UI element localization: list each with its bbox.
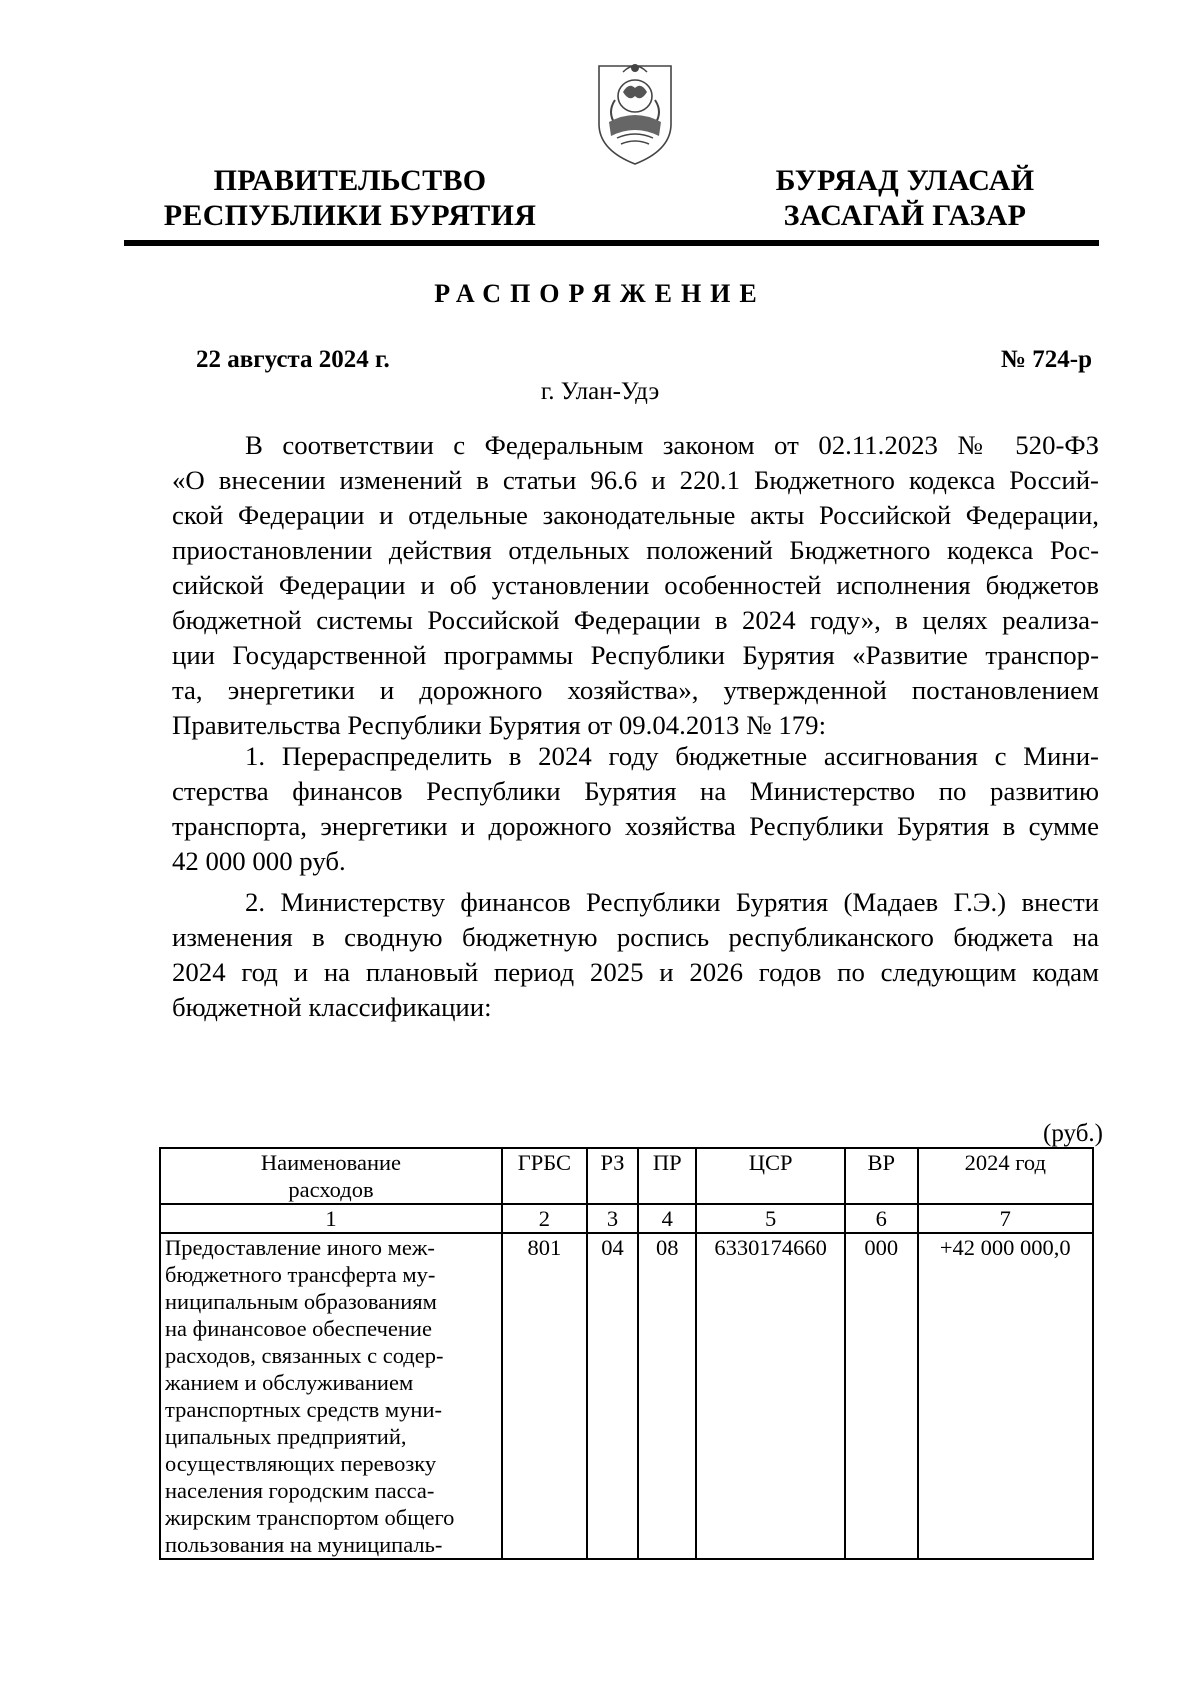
- cell-line: транспортных средств муни-: [165, 1397, 442, 1422]
- rz-cell: 04: [587, 1233, 638, 1559]
- issuer-line-1: ПРАВИТЕЛЬСТВО: [213, 164, 487, 197]
- issuer-buryat-line-1: БУРЯАД УЛАСАЙ: [775, 164, 1035, 197]
- col-header-grbs: ГРБС: [502, 1148, 587, 1204]
- amount-cell: +42 000 000,0: [918, 1233, 1093, 1559]
- issuer-name-russian: [160, 163, 540, 233]
- col-header-amount: 2024 год: [918, 1148, 1093, 1204]
- text-line: транспорта, энергетики и дорожного хозяйства Республики Бурятия в сумме: [172, 811, 1099, 841]
- cell-line: бюджетного трансферта му-: [165, 1262, 436, 1287]
- text-line: Правительства Республики Бурятия от 09.04.2013 № 179:: [172, 710, 827, 740]
- cell-line: осуществляющих перевозку: [165, 1451, 437, 1476]
- cell-line: ниципальным образованиям: [165, 1289, 437, 1314]
- col-number: 7: [918, 1204, 1093, 1233]
- issuer-buryat-line-2: ЗАСАГАЙ ГАЗАР: [783, 199, 1027, 232]
- pr-cell: 08: [638, 1233, 696, 1559]
- cell-line: ципальных предприятий,: [165, 1424, 407, 1449]
- text-line: 42 000 000 руб.: [172, 846, 346, 876]
- text-line: сийской Федерации и об установлении особенностей исполнения бюджетов: [172, 570, 1099, 600]
- item-1-paragraph: [172, 739, 1099, 879]
- cell-line: на финансовое обеспечение: [165, 1316, 432, 1341]
- cell-line: расходов, связанных с содер-: [165, 1343, 444, 1368]
- csr-cell: 6330174660: [696, 1233, 845, 1559]
- cell-line: пользования на муниципаль-: [165, 1532, 443, 1557]
- expense-name-cell: [160, 1233, 502, 1559]
- col-header-name: Наименование расходов: [160, 1148, 502, 1204]
- header-divider: [124, 240, 1099, 246]
- cell-line: Предоставление иного меж-: [165, 1235, 435, 1260]
- text-line: В соответствии с Федеральным законом от 02.11.2023 № 520-ФЗ: [245, 430, 1099, 460]
- text-line: ской Федерации и отдельные законодательные акты Российской Федерации,: [172, 500, 1099, 530]
- col-header-csr: ЦСР: [696, 1148, 845, 1204]
- table-number-row: [160, 1204, 1093, 1233]
- col-number: 5: [696, 1204, 845, 1233]
- col-number: 2: [502, 1204, 587, 1233]
- text-line: бюджетной системы Российской Федерации в 2024 году», в целях реализа-: [172, 605, 1099, 635]
- issuer-line-2: РЕСПУБЛИКИ БУРЯТИЯ: [163, 199, 537, 232]
- col-number: 4: [638, 1204, 696, 1233]
- issuer-name-buryat: [745, 163, 1065, 233]
- text-line: стерства финансов Республики Бурятия на Министерство по развитию: [172, 776, 1099, 806]
- text-line: приостановлении действия отдельных положений Бюджетного кодекса Рос-: [172, 535, 1099, 565]
- col-number: 6: [845, 1204, 918, 1233]
- text-line: 2024 год и на плановый период 2025 и 2026 годов по следующим кодам: [172, 957, 1099, 987]
- col-header-pr: ПР: [638, 1148, 696, 1204]
- document-number: № 724-р: [1000, 346, 1092, 373]
- table-header-row: [160, 1148, 1093, 1204]
- text-line: 2. Министерству финансов Республики Бурятия (Мадаев Г.Э.) внести: [245, 887, 1099, 917]
- col-header-vr: ВР: [845, 1148, 918, 1204]
- table-row: [160, 1233, 1093, 1559]
- document-city: г. Улан-Удэ: [540, 378, 660, 405]
- col-number: 1: [160, 1204, 502, 1233]
- text-line: та, энергетики и дорожного хозяйства», утвержденной постановлением: [172, 675, 1099, 705]
- grbs-cell: 801: [502, 1233, 587, 1559]
- item-2-paragraph: [172, 885, 1099, 1025]
- preamble-paragraph: [172, 428, 1099, 743]
- col-number: 3: [587, 1204, 638, 1233]
- vr-cell: 000: [845, 1233, 918, 1559]
- cell-line: населения городским пасса-: [165, 1478, 435, 1503]
- document-date: 22 августа 2024 г.: [196, 346, 390, 373]
- budget-classification-table: [159, 1147, 1094, 1560]
- text-line: изменения в сводную бюджетную роспись республиканского бюджета на: [172, 922, 1099, 952]
- document-type-title: РАСПОРЯЖЕНИЕ: [434, 279, 766, 308]
- cell-line: жирским транспортом общего: [165, 1505, 455, 1530]
- text-line: бюджетной классификации:: [172, 992, 492, 1022]
- text-line: ции Государственной программы Республики Бурятия «Развитие транспор-: [172, 640, 1099, 670]
- col-header-rz: РЗ: [587, 1148, 638, 1204]
- coat-of-arms-emblem: [593, 52, 677, 172]
- cell-line: жанием и обслуживанием: [165, 1370, 414, 1395]
- currency-unit-label: (руб.): [1043, 1120, 1103, 1147]
- text-line: «О внесении изменений в статьи 96.6 и 220.1 Бюджетного кодекса Россий-: [172, 465, 1099, 495]
- text-line: 1. Перераспределить в 2024 году бюджетные ассигнования с Мини-: [245, 741, 1099, 771]
